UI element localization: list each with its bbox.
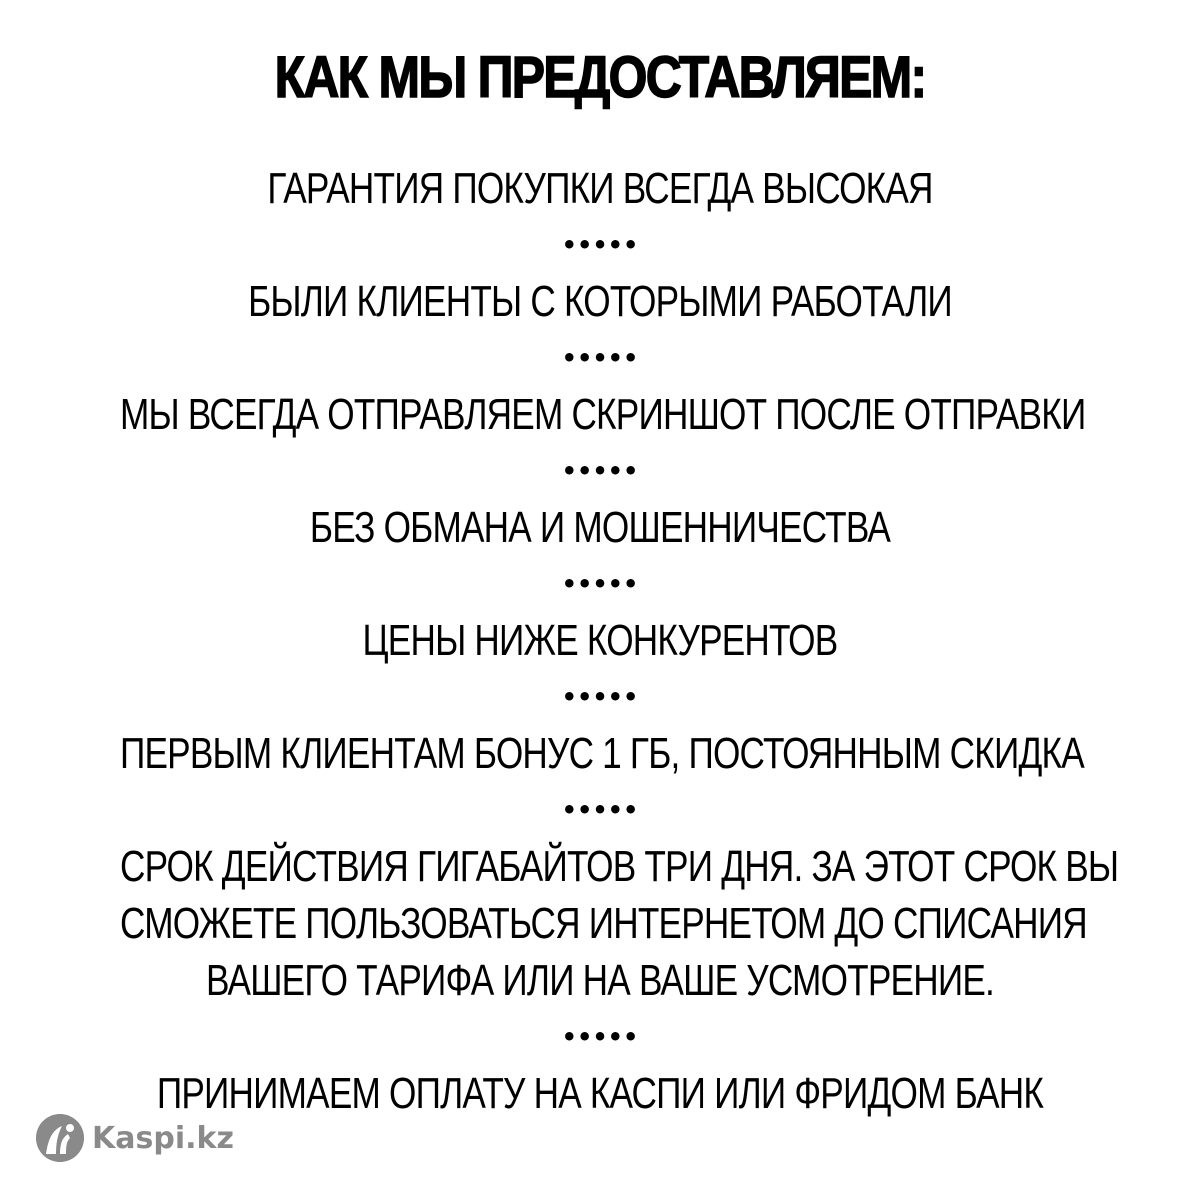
page-title: КАК МЫ ПРЕДОСТАВЛЯЕМ: xyxy=(274,45,926,110)
separator-dots: ••••• xyxy=(561,457,639,485)
list-item-line: СМОЖЕТЕ ПОЛЬЗОВАТЬСЯ ИНТЕРНЕТОМ ДО СПИСАНИЯ xyxy=(120,899,1087,948)
list-item-line: ВАШЕГО ТАРИФА ИЛИ НА ВАШЕ УСМОТРЕНИЕ. xyxy=(206,956,994,1005)
separator-dots: ••••• xyxy=(561,344,639,372)
separator-dots: ••••• xyxy=(561,796,639,824)
watermark xyxy=(36,1114,234,1162)
list-item-line: СРОК ДЕЙСТВИЯ ГИГАБАЙТОВ ТРИ ДНЯ. ЗА ЭТОТ СРОК ВЫ xyxy=(120,842,1119,891)
separator-dots: ••••• xyxy=(561,570,639,598)
list-item: МЫ ВСЕГДА ОТПРАВЛЯЕМ СКРИНШОТ ПОСЛЕ ОТПРАВКИ xyxy=(120,390,1086,439)
list-item: БЕЗ ОБМАНА И МОШЕННИЧЕСТВА xyxy=(309,503,891,552)
benefits-list xyxy=(0,160,1200,1122)
list-item: ЦЕНЫ НИЖЕ КОНКУРЕНТОВ xyxy=(362,616,838,665)
watermark-text: Kaspi.kz xyxy=(92,1120,234,1156)
list-item-multiline xyxy=(120,838,1119,1009)
list-item: ПЕРВЫМ КЛИЕНТАМ БОНУС 1 ГБ, ПОСТОЯННЫМ СКИДКА xyxy=(120,729,1084,778)
list-item: ГАРАНТИЯ ПОКУПКИ ВСЕГДА ВЫСОКАЯ xyxy=(267,164,933,213)
list-item: БЫЛИ КЛИЕНТЫ С КОТОРЫМИ РАБОТАЛИ xyxy=(248,277,952,326)
kaspi-logo-icon xyxy=(36,1114,84,1162)
separator-dots: ••••• xyxy=(561,1023,639,1051)
separator-dots: ••••• xyxy=(561,683,639,711)
separator-dots: ••••• xyxy=(561,231,639,259)
list-item: ПРИНИМАЕМ ОПЛАТУ НА КАСПИ ИЛИ ФРИДОМ БАНК xyxy=(156,1069,1044,1118)
